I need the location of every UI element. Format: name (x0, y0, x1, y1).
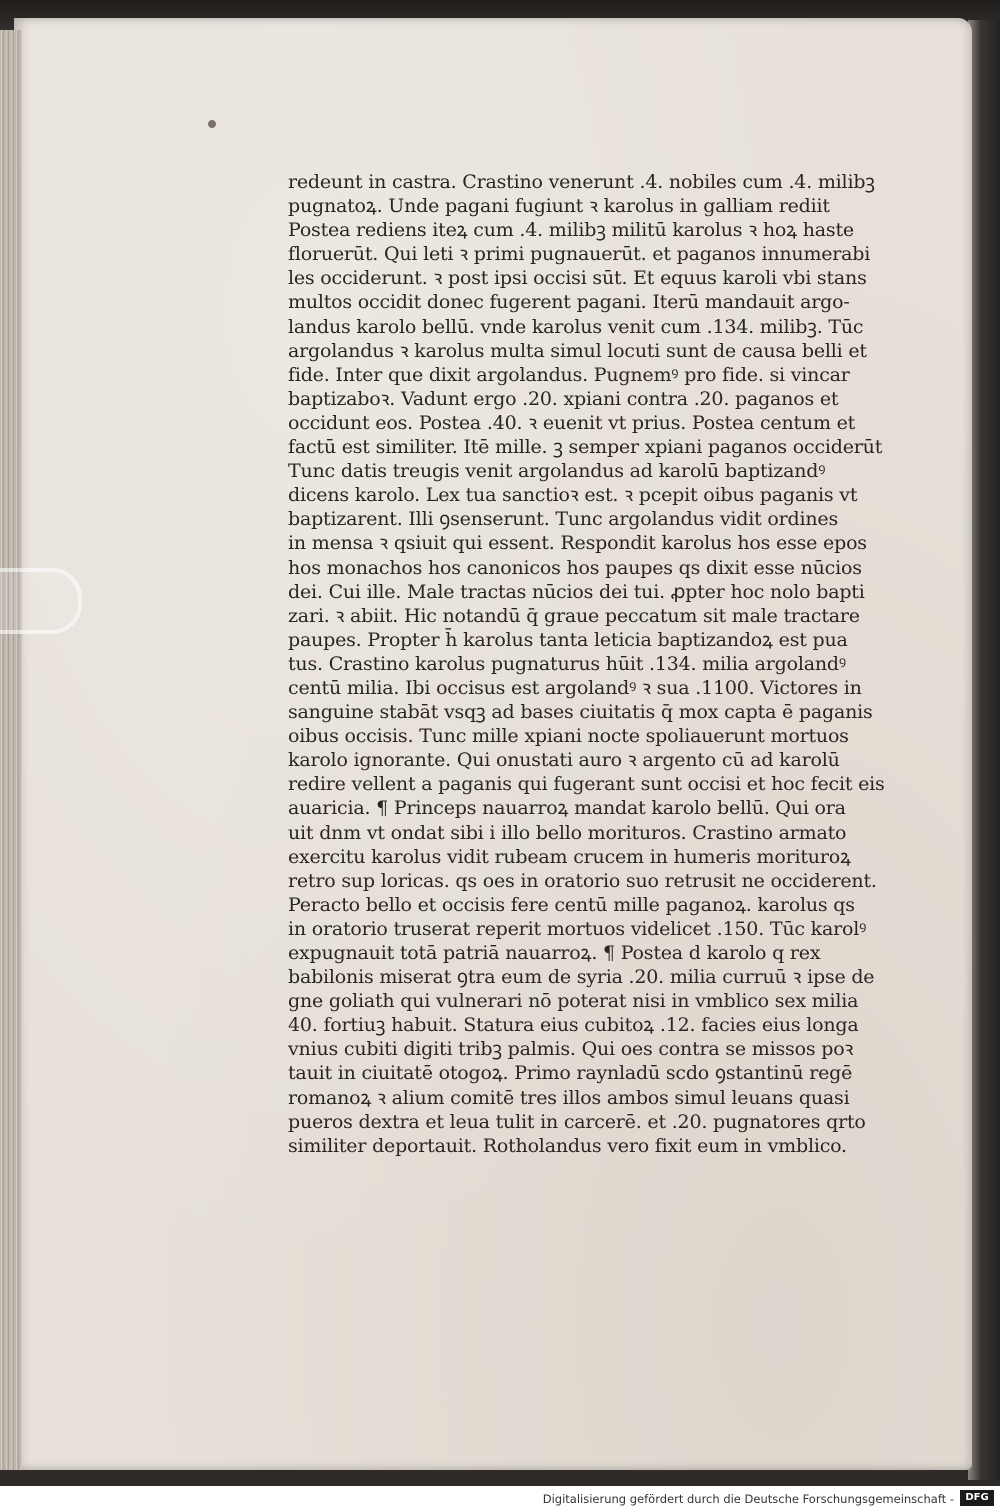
text-line: tauit in ciuitatē otogoꝝ. Primo raynladū scdo ꝯstantinū regē (288, 1062, 853, 1085)
text-line: redire vellent a paganis qui fugerant sunt occisi et hoc fecit eis (288, 773, 885, 796)
footer-bar (0, 1486, 1000, 1511)
text-line: uit dnm vt ondat sibi i illo bello morituros. Crastino armato (288, 821, 847, 844)
text-line: paupes. Propter h̄ karolus tanta leticia baptizandoꝝ est pua (288, 628, 848, 651)
text-line: babilonis miserat ꝯtra eum de syria .20. milia curruū ꝛ ipse de (288, 966, 875, 989)
text-line: in mensa ꝛ qsiuit qui essent. Respondit karolus hos esse epos (288, 532, 867, 555)
text-line: Postea rediens iteꝝ cum .4. milibꝫ militū karolus ꝛ hoꝝ haste (288, 219, 854, 242)
text-line: oibus occisis. Tunc mille xpiani nocte spoliauerunt mortuos (288, 725, 849, 748)
text-line: redeunt in castra. Crastino venerunt .4. nobiles cum .4. milibꝫ (288, 171, 875, 193)
text-line: landus karolo bellū. vnde karolus venit cum .134. milibꝫ. Tūc (288, 315, 864, 338)
text-line: zari. ꝛ abiit. Hic notandū q̄ graue peccatum sit male tractare (288, 604, 860, 627)
text-line: fide. Inter que dixit argolandus. Pugnemꝰ pro fide. si vincar (288, 363, 850, 386)
dfg-logo: DFG (960, 1490, 994, 1506)
text-line: karolo ignorante. Qui onustati auro ꝛ argento cū ad karolū (288, 749, 840, 772)
text-line: romanoꝝ ꝛ alium comitē tres illos ambos simul leuans quasi (288, 1086, 850, 1109)
book-right-edge (968, 20, 1000, 1480)
text-line: Tunc datis treugis venit argolandus ad karolū baptizandꝰ (288, 460, 826, 483)
text-line: baptizarent. Illi ꝯsenserunt. Tunc argolandus vidit ordines (288, 508, 838, 531)
text-line: floruerūt. Qui leti ꝛ primi pugnauerūt. et paganos innumerabi (288, 243, 871, 266)
text-line: dei. Cui ille. Male tractas nūcios dei tui. ꝓpter hoc nolo bapti (288, 580, 865, 603)
text-line: baptizaboꝛ. Vadunt ergo .20. xpiani contra .20. paganos et (288, 387, 839, 410)
text-line: Peracto bello et occisis fere centū mille paganoꝝ. karolus qs (288, 893, 855, 916)
text-line: hos monachos hos canonicos hos paupes qs dixit esse nūcios (288, 556, 862, 579)
text-line: pueros dextra et leua tulit in carcerē. et .20. pugnatores qrto (288, 1110, 866, 1133)
text-line: centū milia. Ibi occisus est argolandꝰ ꝛ sua .1100. Victores in (288, 676, 862, 699)
text-line: similiter deportauit. Rotholandus vero fixit eum in vmblico. (288, 1134, 847, 1157)
text-line: occidunt eos. Postea .40. ꝛ euenit vt prius. Postea centum et (288, 411, 856, 434)
text-line: argolandus ꝛ karolus multa simul locuti sunt de causa belli et (288, 339, 867, 362)
text-line: retro sup loricas. qs oes in oratorio suo retrusit ne occiderent. (288, 869, 877, 892)
text-line: pugnatoꝝ. Unde pagani fugiunt ꝛ karolus in galliam rediit (288, 195, 830, 218)
text-line: auaricia. ¶ Princeps nauarroꝝ mandat karolo bellū. Qui ora (288, 797, 846, 820)
text-line: expugnauit totā patriā nauarroꝝ. ¶ Postea d karolo q rex (288, 942, 821, 964)
text-line: vnius cubiti digiti tribꝫ palmis. Qui oes contra se missos poꝛ (288, 1038, 854, 1061)
text-line: sanguine stabāt vsqꝫ ad bases ciuitatis q̄ mox capta ē paganis (288, 701, 873, 724)
text-line: multos occidit donec fugerent pagani. Iterū mandauit argo- (288, 291, 850, 314)
text-line: les occiderunt. ꝛ post ipsi occisi sūt. Et equus karoli vbi stans (288, 267, 867, 290)
text-column (288, 170, 885, 1158)
text-line: 40. fortiuꝫ habuit. Statura eius cubitoꝝ .12. facies eius longa (288, 1014, 859, 1037)
footer-credit: Digitalisierung gefördert durch die Deutsche Forschungsgemeinschaft - (542, 1492, 954, 1506)
text-line: factū est similiter. Itē mille. ꝫ semper xpiani paganos occiderūt (288, 436, 883, 459)
page-spot (208, 120, 216, 128)
text-line: gne goliath qui vulnerari nō poterat nisi in vmblico sex milia (288, 990, 859, 1013)
book-left-edge (0, 30, 22, 1470)
text-line: dicens karolo. Lex tua sanctioꝛ est. ꝛ pcepit oibus paganis vt (288, 484, 858, 507)
text-line: in oratorio truserat reperit mortuos videlicet .150. Tūc karolꝰ (288, 917, 867, 940)
page-clip (0, 568, 82, 634)
text-line: exercitu karolus vidit rubeam crucem in humeris morituroꝝ (288, 845, 851, 868)
text-line: tus. Crastino karolus pugnaturus hūit .134. milia argolandꝰ (288, 652, 846, 675)
